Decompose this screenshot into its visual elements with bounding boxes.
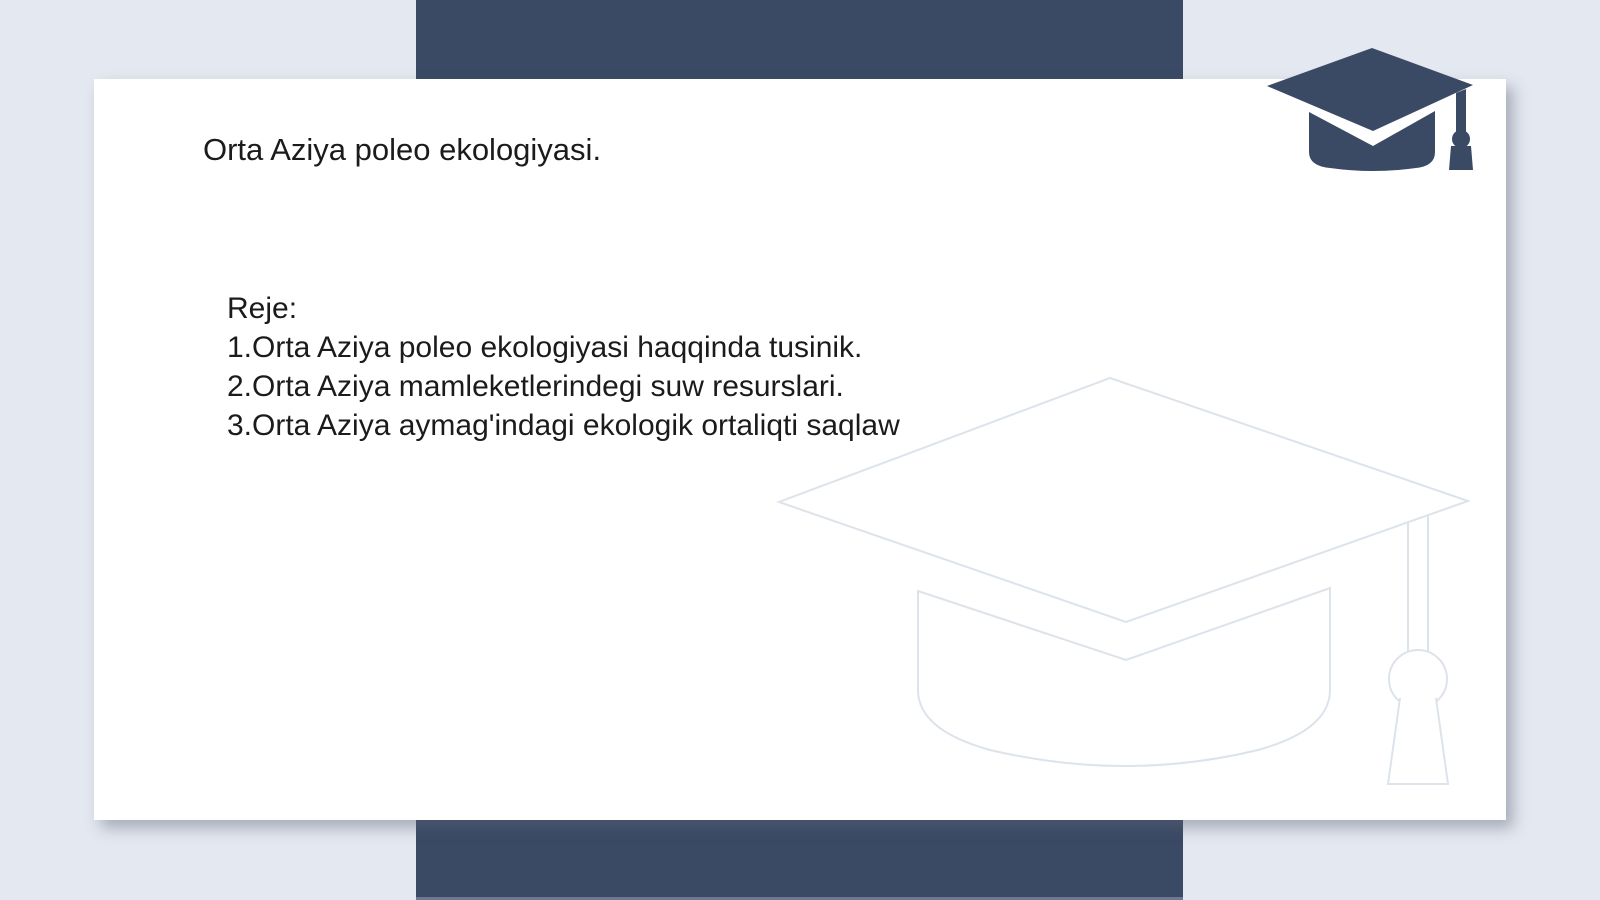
slide-card [94, 79, 1506, 820]
agenda-list [227, 289, 900, 445]
slide-title: Orta Aziya poleo ekologiyasi. [203, 132, 602, 167]
agenda-item: 3.Orta Aziya aymag'indagi ekologik ortaliqti saqlaw [227, 409, 900, 442]
graduation-cap-icon [1240, 40, 1480, 175]
agenda-heading: Reje: [227, 292, 298, 325]
agenda-item: 1.Orta Aziya poleo ekologiyasi haqqinda tusinik. [227, 331, 863, 364]
agenda-item: 2.Orta Aziya mamleketlerindegi suw resurslari. [227, 370, 844, 403]
